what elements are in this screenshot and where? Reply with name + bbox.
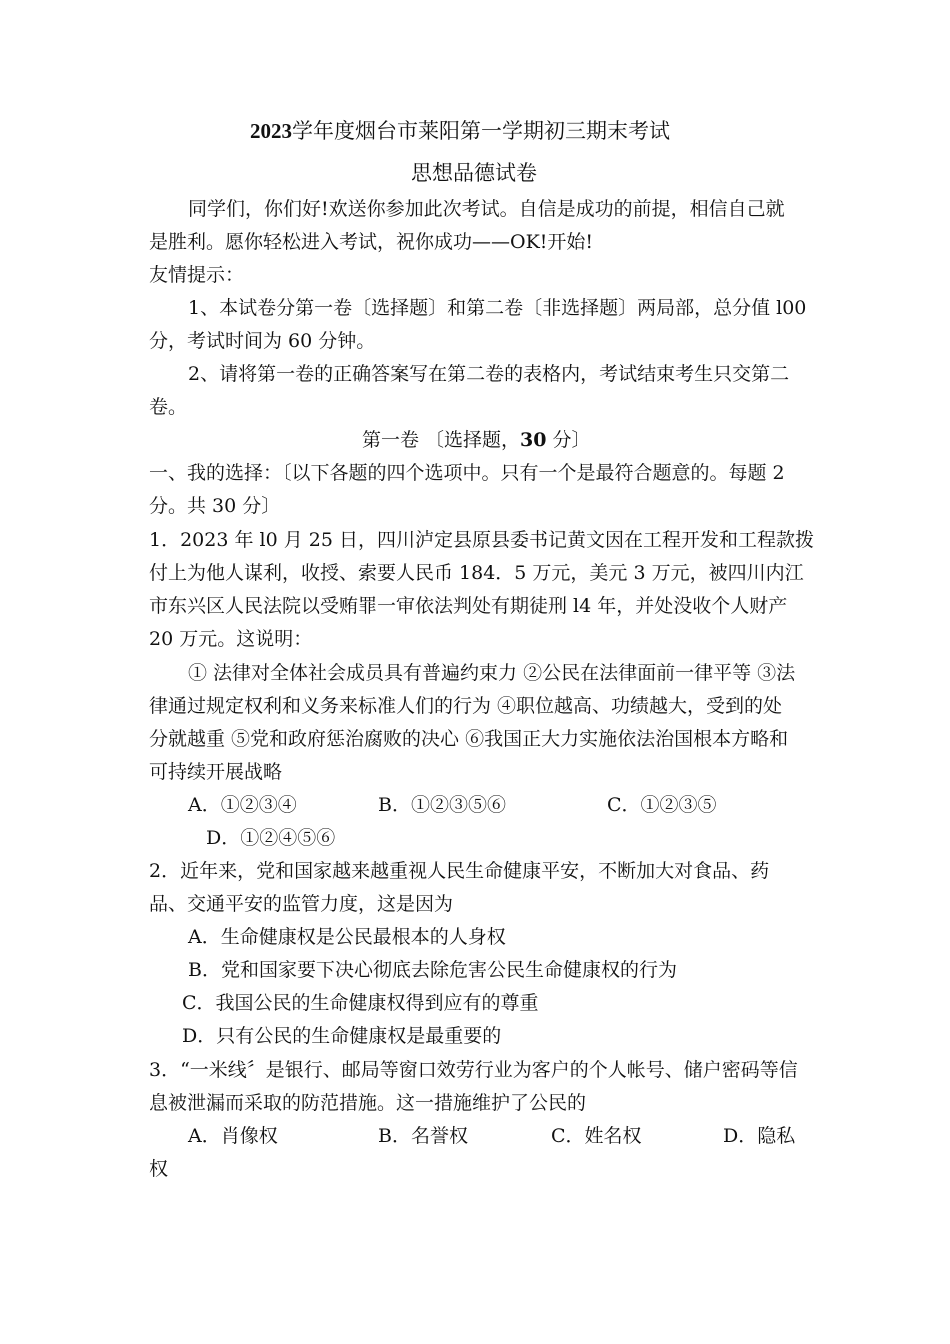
section-heading-score: 30 <box>520 429 547 451</box>
q1-option-d: D．①②④⑤⑥ <box>206 827 336 849</box>
tip-2-line-1: 2、请将第一卷的正确答案写在第二卷的表格内，考试结束考生只交第二 <box>188 363 790 385</box>
q2-option-d: D．只有公民的生命健康权是最重要的 <box>182 1025 502 1047</box>
q1-line-2: 付上为他人谋利，收授、索要人民币 184．5 万元，美元 3 万元，被四川内江 <box>149 562 804 584</box>
section-heading-post: 分〕 <box>546 429 591 451</box>
q1-statement-line-4: 可持续开展战略 <box>149 761 283 783</box>
q2-option-b: B．党和国家要下决心彻底去除危害公民生命健康权的行为 <box>188 959 677 981</box>
q1-statement-line-2: 律通过规定权利和义务来标准人们的行为 ④职位越高、功绩越大，受到的处 <box>149 695 783 717</box>
q1-statement-line-3: 分就越重 ⑤党和政府惩治腐败的决心 ⑥我国正大力实施依法治国根本方略和 <box>149 728 789 750</box>
q2-line-2: 品、交通平安的监管力度，这是因为 <box>149 893 454 915</box>
section-instruction-line-1: 一、我的选择：〔以下各题的四个选项中。只有一个是最符合题意的。每题 2 <box>149 462 785 484</box>
page-subtitle: 思想品德试卷 <box>411 161 537 185</box>
q2-option-a: A．生命健康权是公民最根本的人身权 <box>188 926 506 948</box>
q1-option-c: C．①②③⑤ <box>607 794 717 816</box>
q3-line-2: 息被泄漏而采取的防范措施。这一措施维护了公民的 <box>149 1092 587 1114</box>
q1-option-b: B．①②③⑤⑥ <box>378 794 506 816</box>
q1-line-4: 20 万元。这说明： <box>149 628 313 650</box>
section-heading-pre: 第一卷 〔选择题， <box>362 429 521 451</box>
q3-option-a: A．肖像权 <box>188 1125 278 1147</box>
q2-line-1: 2．近年来，党和国家越来越重视人民生命健康平安，不断加大对食品、药 <box>149 860 770 882</box>
section-heading <box>362 428 591 452</box>
title-year: 2023 <box>250 119 292 143</box>
section-instruction-line-2: 分。共 30 分〕 <box>149 495 281 517</box>
intro-line-2: 是胜利。愿你轻松进入考试，祝你成功——OK!开始! <box>149 231 594 253</box>
page-title <box>250 119 670 143</box>
q1-statement-line-1: ① 法律对全体社会成员具有普遍约束力 ②公民在法律面前一律平等 ③法 <box>188 662 796 684</box>
q3-option-b: B．名誉权 <box>378 1125 468 1147</box>
q1-line-1: 1．2023 年 l0 月 25 日，四川泸定县原县委书记黄文因在工程开发和工程款拨 <box>149 529 814 551</box>
tip-1-line-2: 分，考试时间为 60 分钟。 <box>149 330 376 352</box>
q3-line-1: 3．“一米线〞是银行、邮局等窗口效劳行业为客户的个人帐号、储户密码等信 <box>149 1059 798 1081</box>
intro-line-1: 同学们，你们好!欢送你参加此次考试。自信是成功的前提，相信自己就 <box>188 198 785 220</box>
q2-option-c: C．我国公民的生命健康权得到应有的尊重 <box>182 992 539 1014</box>
q1-option-a: A．①②③④ <box>188 794 297 816</box>
q3-option-d-wrap: 权 <box>149 1158 169 1180</box>
title-text: 学年度烟台市莱阳第一学期初三期末考试 <box>292 119 670 143</box>
q1-line-3: 市东兴区人民法院以受贿罪一审依法判处有期徒刑 l4 年，并处没收个人财产 <box>149 595 788 617</box>
q3-option-c: C．姓名权 <box>551 1125 642 1147</box>
q3-option-d: D．隐私 <box>723 1125 796 1147</box>
tips-heading: 友情提示： <box>149 264 245 286</box>
tip-2-line-2: 卷。 <box>149 396 188 418</box>
tip-1-line-1: 1、本试卷分第一卷〔选择题〕和第二卷〔非选择题〕两局部，总分值 l00 <box>188 297 807 319</box>
